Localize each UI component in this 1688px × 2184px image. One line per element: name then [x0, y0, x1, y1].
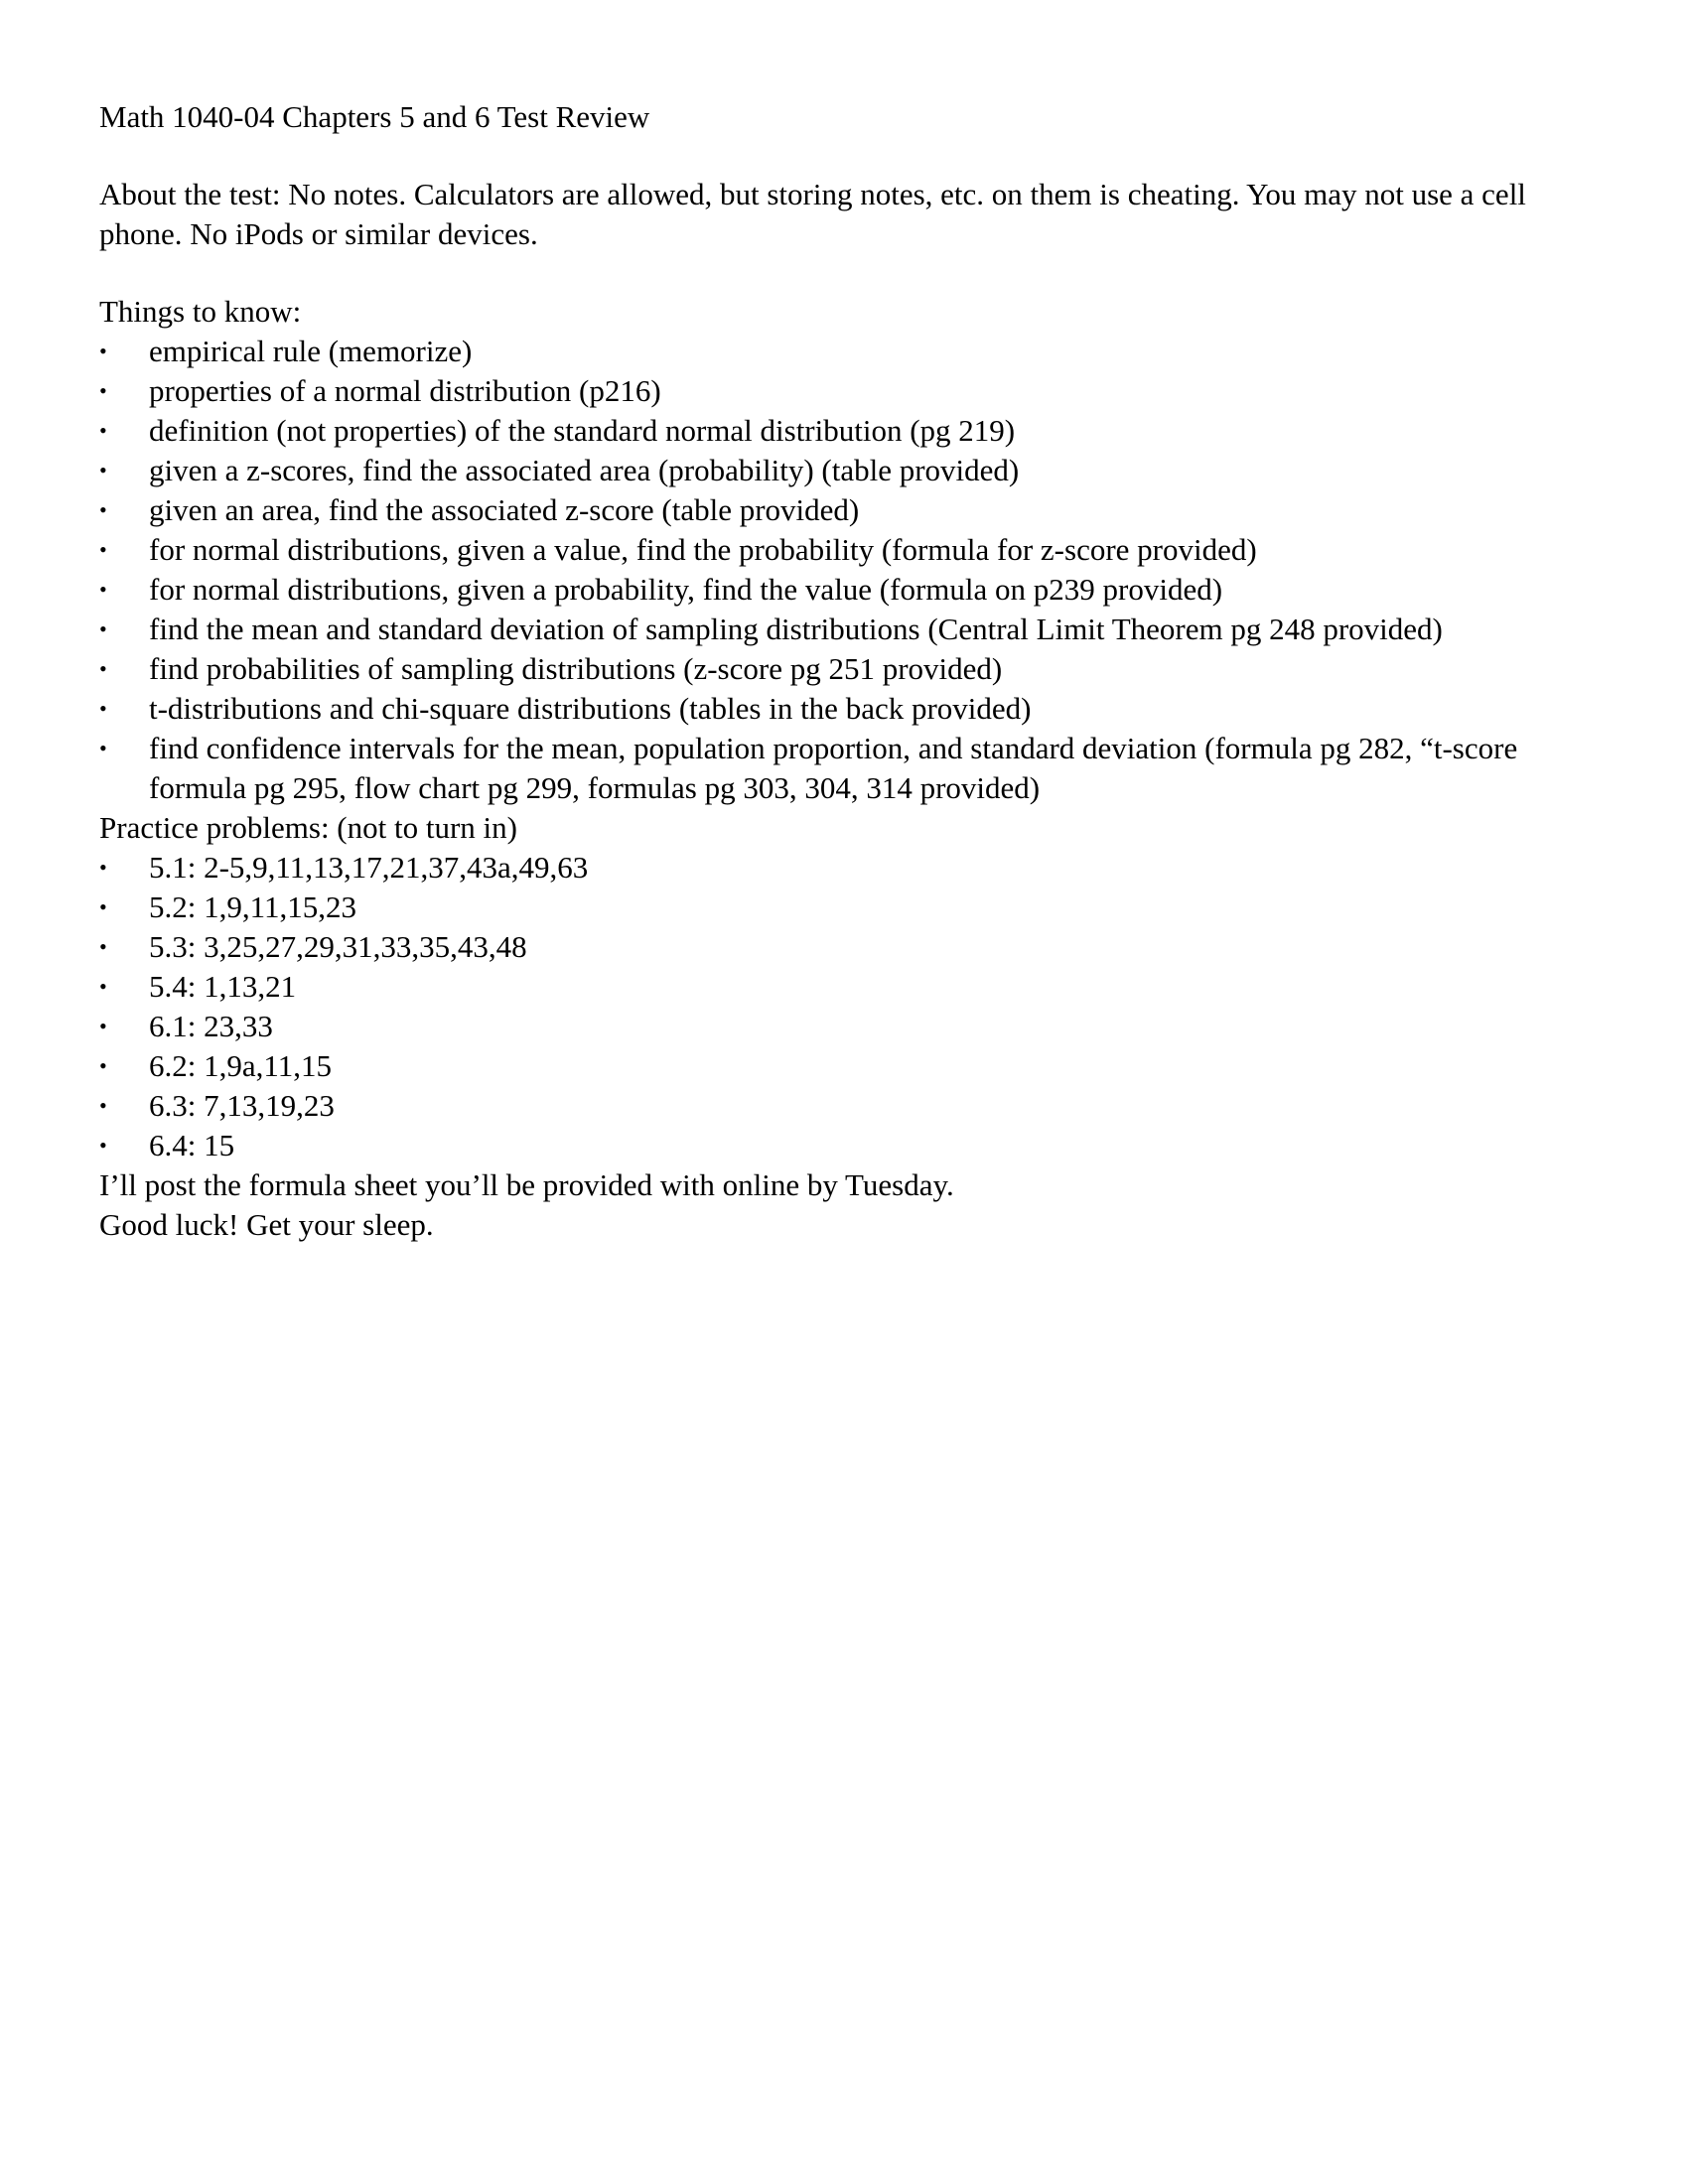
list-item: • for normal distributions, given a value, find the probability (formula for z-score provided) [99, 530, 1589, 570]
list-item: • empirical rule (memorize) [99, 332, 1589, 371]
bullet-icon: • [99, 1093, 107, 1118]
document-title: Math 1040-04 Chapters 5 and 6 Test Review [99, 99, 650, 134]
list-item: • find probabilities of sampling distributions (z-score pg 251 provided) [99, 649, 1589, 689]
bullet-icon: • [99, 497, 107, 522]
bullet-icon: • [99, 656, 107, 681]
list-item: • find the mean and standard deviation of sampling distributions (Central Limit Theorem pg 248 provided) [99, 610, 1589, 649]
list-item: • for normal distributions, given a probability, find the value (formula on p239 provided) [99, 570, 1589, 610]
list-item: • 5.4: 1,13,21 [99, 967, 1589, 1007]
closing-line-formula-sheet: I’ll post the formula sheet you’ll be provided with online by Tuesday. [99, 1167, 954, 1202]
things-to-know-heading: Things to know: [99, 294, 302, 329]
bullet-icon: • [99, 458, 107, 482]
document-page [99, 97, 1589, 1245]
bullet-icon: • [99, 696, 107, 721]
list-item: • 6.4: 15 [99, 1126, 1589, 1165]
list-item: • 5.2: 1,9,11,15,23 [99, 887, 1589, 927]
bullet-icon: • [99, 974, 107, 999]
bullet-icon: • [99, 736, 107, 760]
things-to-know-list [99, 332, 1589, 808]
bullet-icon: • [99, 894, 107, 919]
bullet-icon: • [99, 418, 107, 443]
bullet-icon: • [99, 577, 107, 602]
list-item: • 5.3: 3,25,27,29,31,33,35,43,48 [99, 927, 1589, 967]
list-item: • properties of a normal distribution (p216) [99, 371, 1589, 411]
about-the-test: About the test: No notes. Calculators are allowed, but storing notes, etc. on them is cheating. You may not use a cell phone. No iPods or similar devices. [99, 177, 1526, 251]
list-item: • 6.3: 7,13,19,23 [99, 1086, 1589, 1126]
bullet-icon: • [99, 1014, 107, 1038]
list-item: • 5.1: 2-5,9,11,13,17,21,37,43a,49,63 [99, 848, 1589, 887]
bullet-icon: • [99, 339, 107, 363]
bullet-icon: • [99, 616, 107, 641]
bullet-icon: • [99, 537, 107, 562]
list-item: • given an area, find the associated z-score (table provided) [99, 490, 1589, 530]
list-item: • definition (not properties) of the standard normal distribution (pg 219) [99, 411, 1589, 451]
bullet-icon: • [99, 1053, 107, 1078]
bullet-icon: • [99, 1133, 107, 1158]
bullet-icon: • [99, 934, 107, 959]
list-item: • 6.2: 1,9a,11,15 [99, 1046, 1589, 1086]
list-item: • 6.1: 23,33 [99, 1007, 1589, 1046]
list-item: • given a z-scores, find the associated area (probability) (table provided) [99, 451, 1589, 490]
bullet-icon: • [99, 378, 107, 403]
list-item: • t-distributions and chi-square distributions (tables in the back provided) [99, 689, 1589, 729]
list-item: • find confidence intervals for the mean, population proportion, and standard deviation (formula pg 282, “t-score formula pg 295, flow chart pg 299, formulas pg 303, 304, 314 provided) [99, 731, 1518, 805]
practice-problems-heading: Practice problems: (not to turn in) [99, 810, 517, 845]
closing-line-good-luck: Good luck! Get your sleep. [99, 1207, 434, 1242]
bullet-icon: • [99, 855, 107, 880]
practice-problems-list [99, 848, 1589, 1165]
